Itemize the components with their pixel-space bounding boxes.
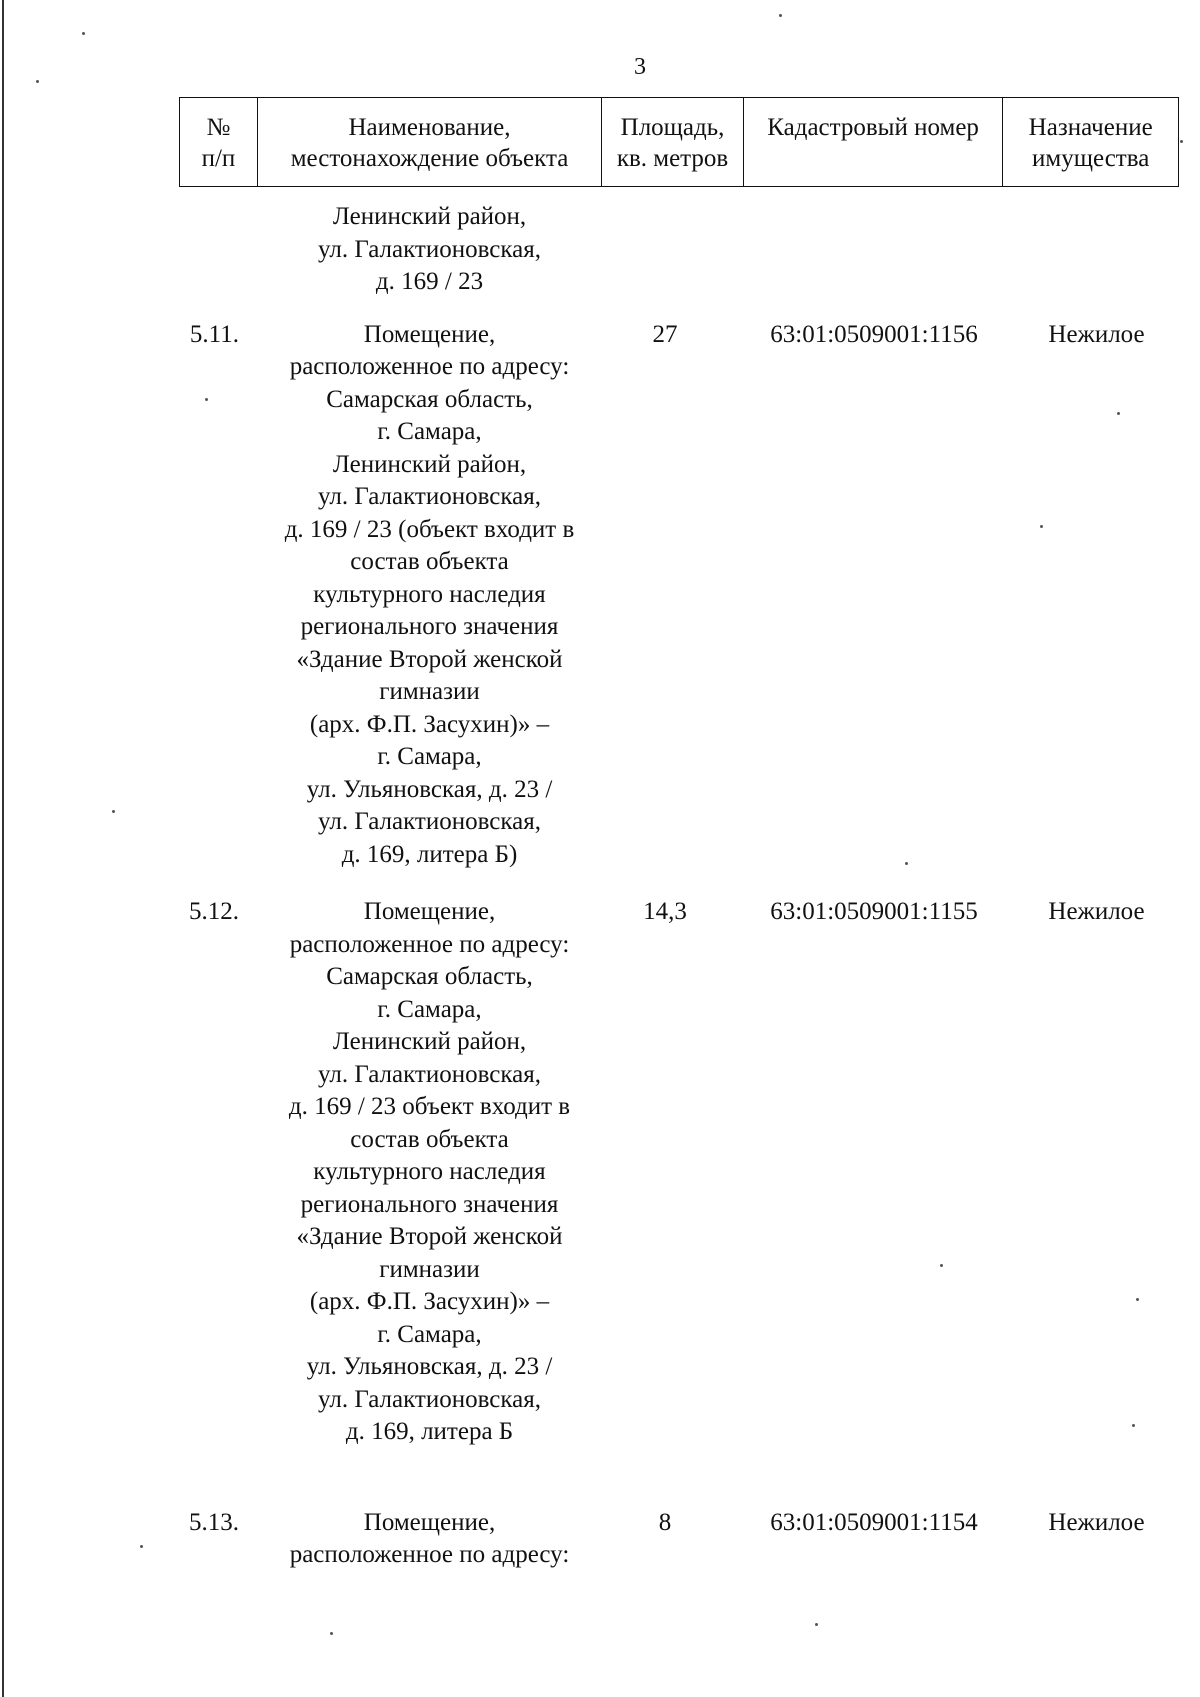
name-line: Ленинский район, — [332, 450, 527, 478]
header-area — [602, 98, 744, 186]
scan-speck — [330, 1632, 333, 1635]
scan-edge — [2, 0, 4, 1697]
name-line: состав объекта — [350, 548, 509, 575]
name-line: Помещение, — [363, 898, 496, 925]
row-cadastral — [744, 201, 1004, 299]
scan-speck — [815, 1623, 818, 1626]
header-line: Наименование, — [348, 114, 511, 141]
row-cadastral: 63:01:0509001:1154 — [770, 1508, 978, 1536]
name-line: культурного наследия — [313, 1158, 546, 1185]
scan-speck — [779, 14, 782, 17]
name-line: Помещение, — [363, 1508, 496, 1536]
table-body — [179, 201, 1179, 1572]
name-line: г. Самара, — [377, 1320, 482, 1348]
name-line: регионального значения — [300, 1190, 559, 1218]
scan-speck — [82, 32, 85, 35]
scan-speck — [1180, 140, 1183, 143]
name-line: ул. Галактионовская, — [318, 235, 541, 263]
name-line: Ленинский район, — [332, 203, 527, 230]
row-purpose: Нежилое — [1048, 1508, 1145, 1536]
scan-speck — [940, 1264, 943, 1267]
name-line: Самарская область, — [326, 963, 533, 990]
header-line: Кадастровый номер — [767, 114, 979, 141]
name-line: д. 169 / 23 (объект входит в — [284, 515, 575, 543]
name-line: д. 169 / 23 объект входит в — [288, 1093, 571, 1120]
name-line: культурного наследия — [313, 580, 546, 608]
row-number — [179, 201, 257, 299]
row-purpose: Нежилое — [1048, 320, 1145, 348]
table-row — [179, 319, 1179, 872]
scan-speck — [140, 1545, 143, 1548]
name-line: «Здание Второй женской — [296, 1223, 563, 1250]
name-line: ул. Галактионовская, — [318, 808, 541, 835]
header-purpose — [1003, 98, 1178, 186]
header-line: Площадь, — [620, 114, 725, 141]
header-cadastral — [744, 98, 1003, 186]
row-area: 14,3 — [643, 898, 687, 925]
name-line: расположенное по адресу: — [289, 353, 570, 380]
scan-speck — [205, 398, 208, 401]
row-name — [257, 319, 602, 872]
name-line: ул. Галактионовская, — [318, 483, 541, 510]
name-line: д. 169, литера Б) — [341, 840, 518, 868]
table-row — [179, 896, 1179, 1449]
header-name — [258, 98, 602, 186]
name-line: гимназии — [379, 678, 480, 705]
row-number: 5.11. — [189, 320, 239, 348]
name-line: ул. Ульяновская, д. 23 / — [306, 775, 553, 803]
name-line: гимназии — [379, 1255, 480, 1283]
name-line: г. Самара, — [377, 418, 482, 445]
row-name — [257, 896, 602, 1449]
scan-speck — [1136, 1298, 1139, 1301]
name-line: Помещение, — [363, 320, 496, 348]
table-header — [179, 97, 1179, 187]
name-line: расположенное по адресу: — [289, 1541, 570, 1568]
header-number — [180, 98, 258, 186]
row-name — [257, 201, 602, 299]
scan-speck — [1117, 412, 1120, 415]
name-line: ул. Ульяновская, д. 23 / — [306, 1353, 553, 1380]
row-purpose: Нежилое — [1048, 898, 1145, 925]
header-line: имущества — [1032, 145, 1150, 172]
name-line: г. Самара, — [377, 743, 482, 770]
name-line: Ленинский район, — [332, 1028, 527, 1055]
scan-speck — [1132, 1424, 1135, 1427]
header-line: Назначение — [1028, 114, 1153, 141]
name-line: (арх. Ф.П. Засухин)» – — [309, 710, 550, 738]
table-row — [179, 201, 1179, 299]
table-row — [179, 1507, 1179, 1572]
row-cadastral: 63:01:0509001:1156 — [770, 320, 978, 348]
name-line: расположенное по адресу: — [289, 930, 570, 958]
row-area — [602, 201, 744, 299]
name-line: г. Самара, — [377, 995, 482, 1023]
name-line: ул. Галактионовская, — [318, 1060, 541, 1088]
row-area: 27 — [652, 320, 678, 348]
row-purpose — [1004, 201, 1179, 299]
header-line: кв. метров — [616, 145, 729, 172]
name-line: состав объекта — [350, 1125, 509, 1153]
page-number: 3 — [634, 54, 646, 80]
row-number: 5.12. — [189, 898, 239, 925]
name-line: д. 169 / 23 — [375, 268, 484, 295]
row-area: 8 — [658, 1508, 672, 1536]
name-line: д. 169, литера Б — [345, 1418, 514, 1445]
header-line: п/п — [201, 145, 236, 172]
header-line: местонахождение объекта — [290, 145, 569, 172]
name-line: Самарская область, — [326, 385, 533, 413]
row-name — [257, 1507, 602, 1572]
header-line: № — [206, 114, 231, 141]
scan-speck — [905, 862, 908, 865]
name-line: регионального значения — [300, 613, 559, 640]
row-number: 5.13. — [189, 1508, 239, 1536]
scan-speck — [112, 810, 115, 813]
scan-speck — [36, 80, 39, 83]
name-line: (арх. Ф.П. Засухин)» – — [309, 1288, 550, 1315]
scan-speck — [1040, 525, 1043, 528]
name-line: «Здание Второй женской — [296, 645, 563, 673]
row-cadastral: 63:01:0509001:1155 — [770, 898, 978, 925]
name-line: ул. Галактионовская, — [318, 1385, 541, 1413]
